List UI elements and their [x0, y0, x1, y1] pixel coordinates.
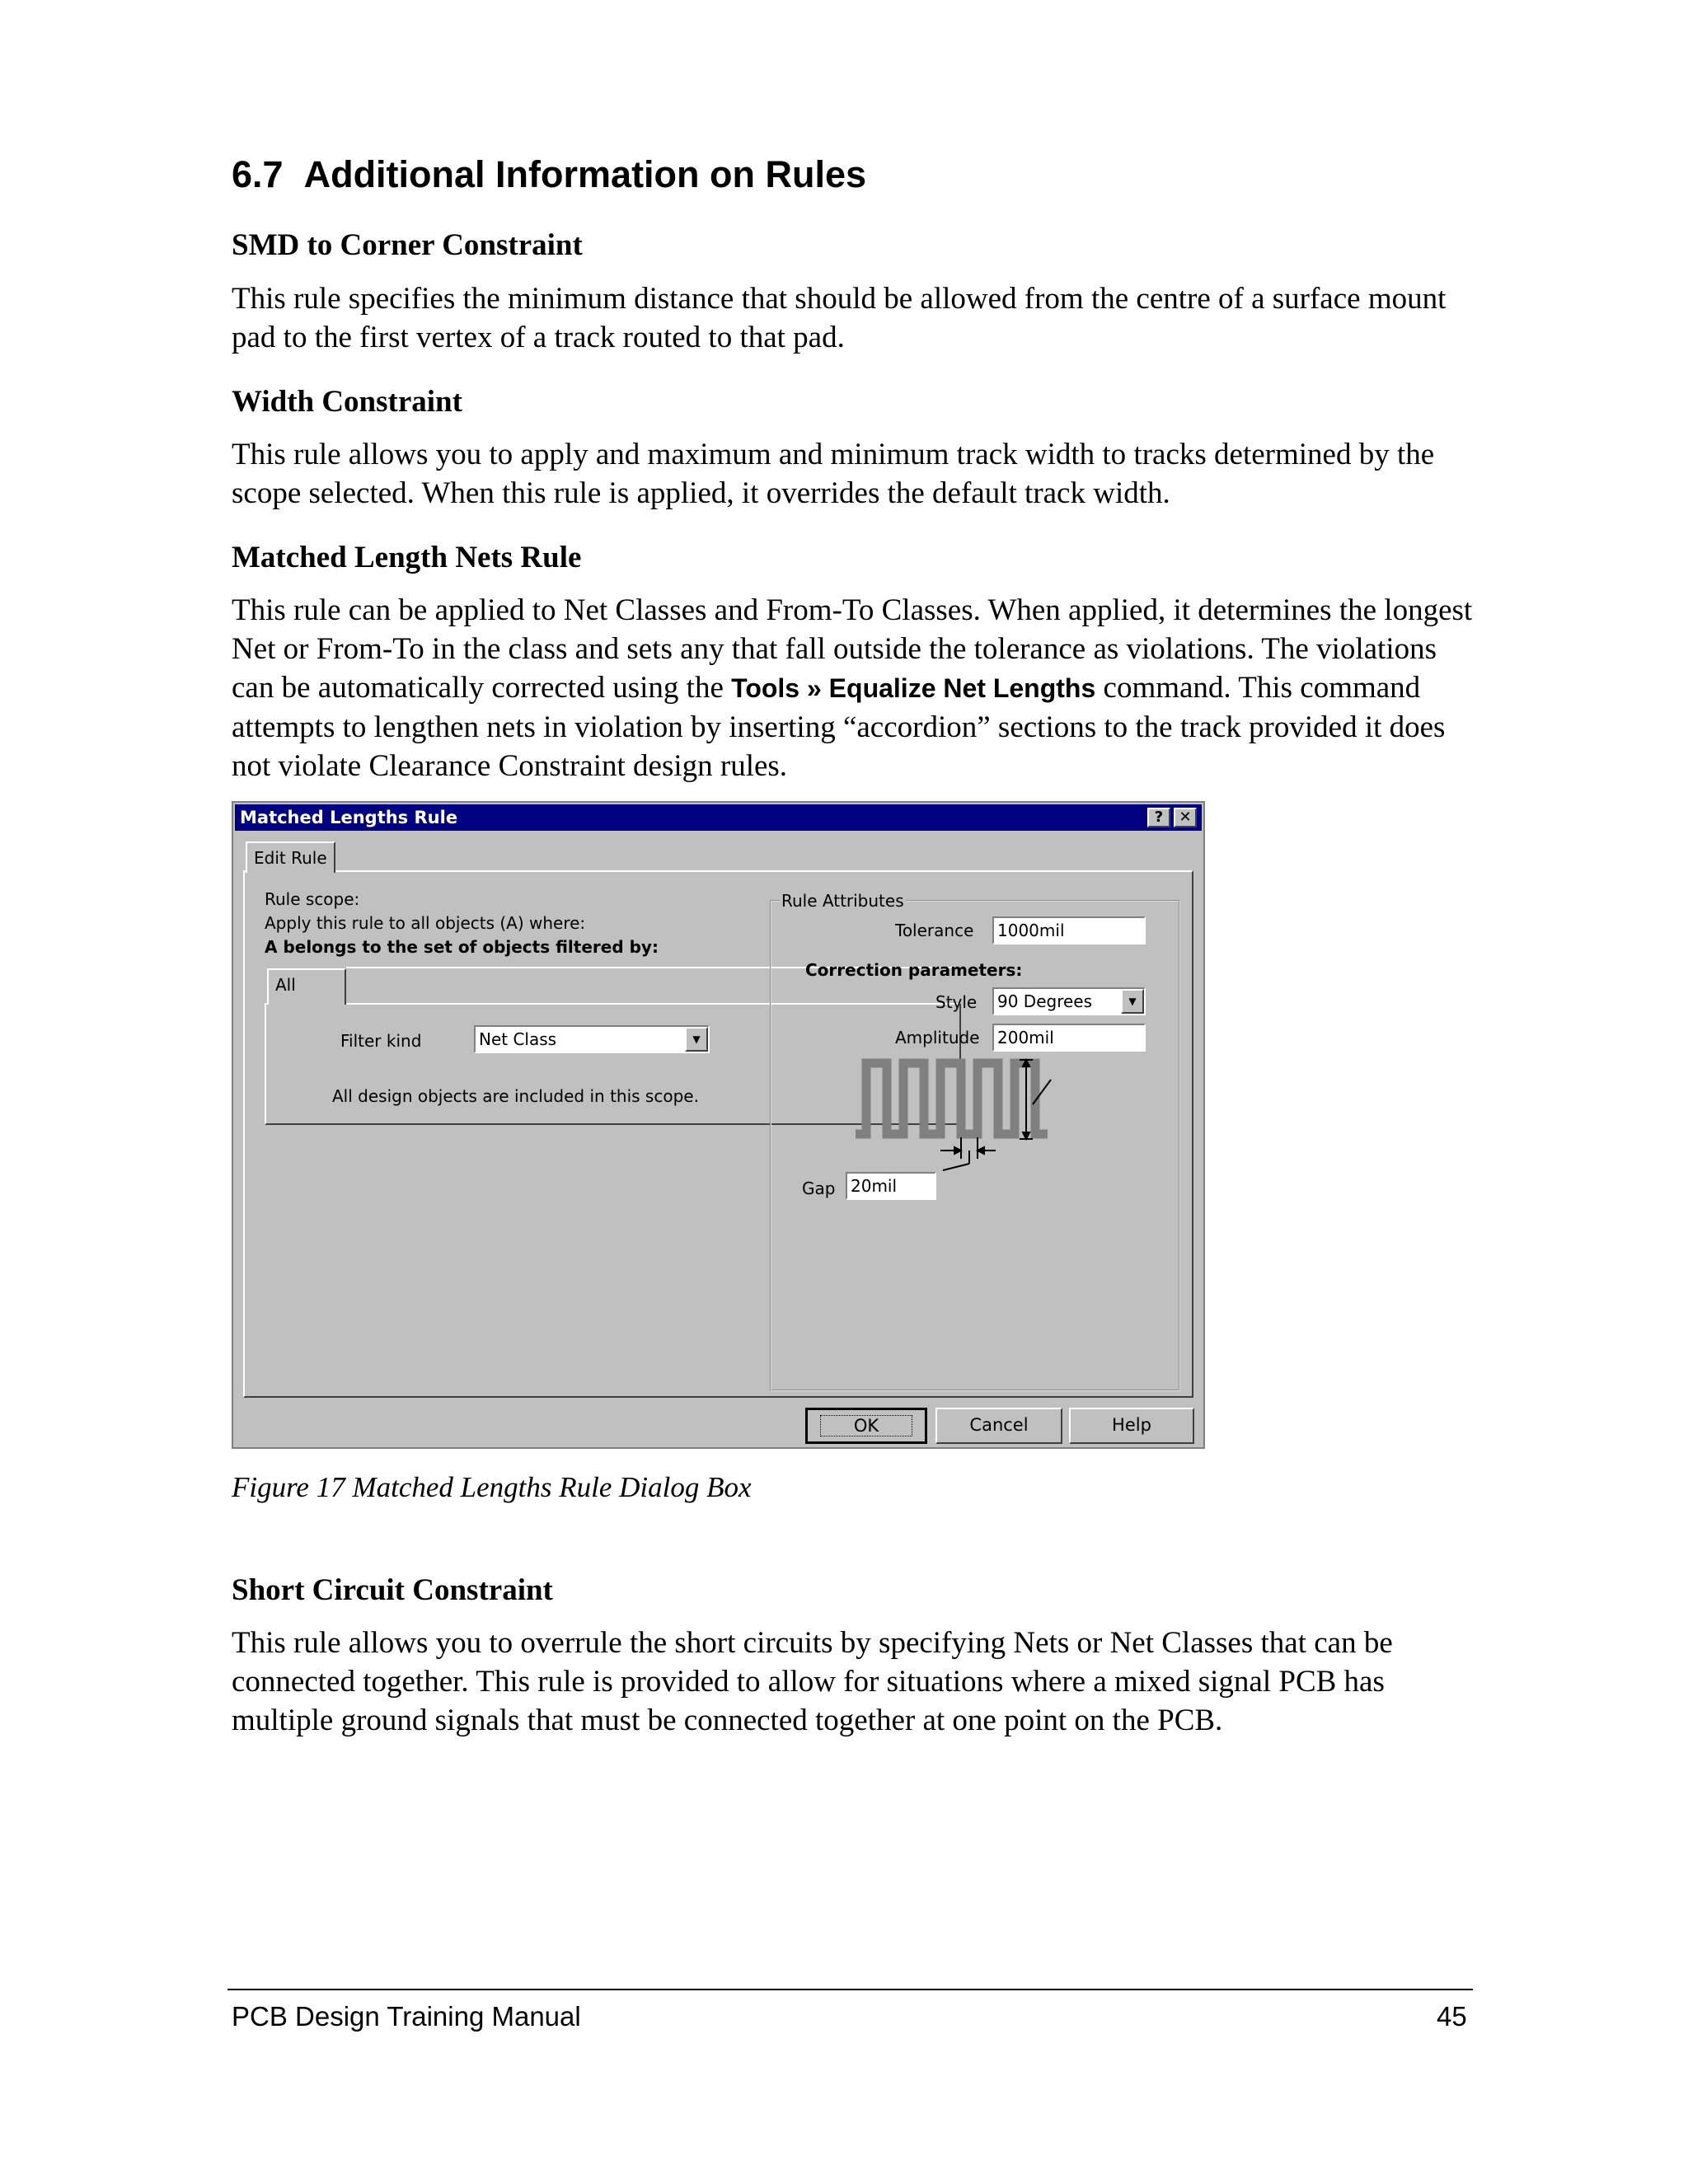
- style-value: 90 Degrees: [997, 991, 1093, 1011]
- cancel-button[interactable]: Cancel: [935, 1408, 1062, 1444]
- figure-caption: Figure 17 Matched Lengths Rule Dialog Box: [232, 1471, 752, 1503]
- style-select[interactable]: [992, 987, 1146, 1015]
- para-width-constraint: This rule allows you to apply and maximum and minimum track width to tracks determined by the scope selected. When this rule is applied, it overrides the default track width.: [232, 438, 1435, 510]
- amplitude-label: Amplitude: [895, 1028, 980, 1047]
- heading-matched-length: Matched Length Nets Rule: [232, 541, 582, 574]
- apply-text: Apply this rule to all objects (A) where:: [265, 913, 586, 933]
- filter-kind-label: Filter kind: [340, 1031, 422, 1051]
- heading-short-circuit: Short Circuit Constraint: [232, 1573, 553, 1607]
- help-icon[interactable]: ?: [1147, 808, 1170, 827]
- help-button[interactable]: Help: [1069, 1408, 1194, 1444]
- gap-label: Gap: [802, 1179, 836, 1198]
- scope-note: All design objects are included in this scope.: [332, 1086, 699, 1106]
- filter-kind-select[interactable]: [474, 1025, 710, 1053]
- dialog-title: Matched Lengths Rule: [240, 808, 458, 827]
- ok-label: OK: [820, 1415, 912, 1436]
- rule-scope-label: Rule scope:: [265, 889, 360, 909]
- section-number: 6.7: [232, 153, 284, 195]
- tab-scope-all[interactable]: All: [267, 968, 346, 1005]
- chevron-down-icon[interactable]: ▼: [1121, 989, 1144, 1014]
- gap-input[interactable]: 20mil: [846, 1172, 936, 1200]
- footer-title: PCB Design Training Manual: [232, 2001, 581, 2032]
- footer-divider: [227, 1989, 1473, 1990]
- dialog-titlebar: [235, 804, 1202, 831]
- accordion-diagram: [856, 1055, 1152, 1187]
- chevron-down-icon[interactable]: ▼: [685, 1027, 708, 1052]
- filter-heading: A belongs to the set of objects filtered by:: [265, 937, 659, 957]
- para-matched-length: [232, 591, 1484, 785]
- amplitude-input[interactable]: 200mil: [992, 1024, 1146, 1052]
- matched-lengths-dialog: [232, 801, 1205, 1449]
- section-title: [232, 153, 866, 196]
- heading-smd-corner: SMD to Corner Constraint: [232, 228, 583, 262]
- style-label: Style: [935, 992, 978, 1012]
- heading-width-constraint: Width Constraint: [232, 385, 462, 419]
- section-title-text: Additional Information on Rules: [303, 153, 867, 195]
- filter-kind-value: Net Class: [479, 1029, 557, 1049]
- rule-attributes-title: Rule Attributes: [781, 891, 904, 911]
- tab-edit-rule[interactable]: Edit Rule: [246, 841, 335, 873]
- ok-button[interactable]: [805, 1408, 927, 1444]
- para-short-circuit: This rule allows you to overrule the short circuits by specifying Nets or Net Classes that can be connected together. This rule is provided to allow for situations where a mixed signal PCB has multiple ground signals that must be connected together at one point on the PCB.: [232, 1626, 1393, 1737]
- menu-command: Tools » Equalize Net Lengths: [731, 673, 1096, 703]
- para-smd-corner: This rule specifies the minimum distance that should be allowed from the centre of a surface mount pad to the first vertex of a track routed to that pad.: [232, 282, 1447, 354]
- para-matched-length-before: This rule can be applied to Net Classes and From-To Classes. When applied, it determines the longest Net or From-To in the class and sets any that fall outside the tolerance as violations. The violations can be automatically corrected using the: [232, 593, 1473, 705]
- tolerance-input[interactable]: 1000mil: [992, 916, 1146, 944]
- close-icon[interactable]: ✕: [1174, 808, 1197, 827]
- tolerance-label: Tolerance: [895, 921, 974, 940]
- page-number: 45: [1437, 2001, 1467, 2032]
- correction-label: Correction parameters:: [805, 960, 1023, 980]
- para-matched-length-after: command. This command attempts to lengthen nets in violation by inserting “accordion” sections to the track provided it does not violate Clearance Constraint design rules.: [232, 671, 1446, 783]
